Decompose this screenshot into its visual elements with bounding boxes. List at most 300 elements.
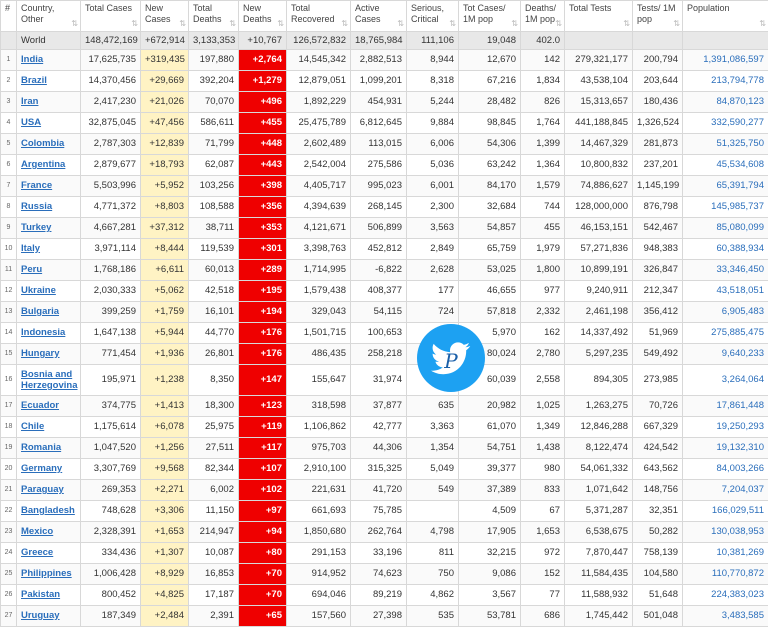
- cell-new-deaths: +356: [239, 197, 287, 218]
- cell-tests-1m: 758,139: [633, 543, 683, 564]
- table-row: [1, 176, 768, 197]
- cell-population: 130,038,953: [683, 522, 768, 543]
- column-header[interactable]: Tests/ 1M pop ⇅: [633, 1, 683, 32]
- cell-total-deaths: 197,880: [189, 50, 239, 71]
- column-header[interactable]: New Deaths ⇅: [239, 1, 287, 32]
- country-cell: [17, 113, 81, 134]
- table-body: [1, 32, 768, 627]
- country-link[interactable]: Ukraine: [21, 285, 56, 296]
- cell-new-deaths: +117: [239, 438, 287, 459]
- row-index: 8: [1, 197, 17, 218]
- cell-total-deaths: 103,256: [189, 176, 239, 197]
- cell-new-deaths: +97: [239, 501, 287, 522]
- table-row: [1, 396, 768, 417]
- table-row: [1, 344, 768, 365]
- cell-tests-1m: 273,985: [633, 365, 683, 396]
- cell-new-cases: +2,271: [141, 480, 189, 501]
- sort-icon[interactable]: ⇅: [229, 19, 236, 28]
- row-index: 17: [1, 396, 17, 417]
- cell-active: 454,931: [351, 92, 407, 113]
- cell-new-deaths: +119: [239, 417, 287, 438]
- cell-tests-1m: 948,383: [633, 239, 683, 260]
- country-link[interactable]: Germany: [21, 463, 63, 474]
- cell-tests-1m: 643,562: [633, 459, 683, 480]
- cell-serious: 2,849: [407, 239, 459, 260]
- cell-recovered: 914,952: [287, 564, 351, 585]
- row-index: 5: [1, 134, 17, 155]
- cell-serious: 5,049: [407, 459, 459, 480]
- sort-icon[interactable]: ⇅: [759, 19, 766, 28]
- table-header-row: [1, 1, 768, 32]
- cell-total-cases: 800,452: [81, 585, 141, 606]
- cell-tests-1m: 200,794: [633, 50, 683, 71]
- cell-tests-1m: 51,969: [633, 323, 683, 344]
- country-cell: [17, 501, 81, 522]
- country-link[interactable]: Peru: [21, 264, 43, 275]
- sort-icon[interactable]: ⇅: [673, 19, 680, 28]
- row-index: 27: [1, 606, 17, 627]
- cell-active: 995,023: [351, 176, 407, 197]
- country-link[interactable]: Colombia: [21, 138, 65, 149]
- cell-recovered: 694,046: [287, 585, 351, 606]
- sort-icon[interactable]: ⇅: [623, 19, 630, 28]
- cell-serious: 5,036: [407, 155, 459, 176]
- column-header[interactable]: Total Cases ⇅: [81, 1, 141, 32]
- cell-total-cases: 1,647,138: [81, 323, 141, 344]
- column-header[interactable]: Serious, Critical ⇅: [407, 1, 459, 32]
- sort-icon[interactable]: ⇅: [449, 19, 456, 28]
- cell-cases-1m: 54,751: [459, 438, 521, 459]
- cell-tests: 7,870,447: [565, 543, 633, 564]
- cell-total-cases: 334,436: [81, 543, 141, 564]
- country-link[interactable]: Indonesia: [21, 327, 66, 338]
- cell-population: 85,080,099: [683, 218, 768, 239]
- row-index: 6: [1, 155, 17, 176]
- cell-total-cases: 3,307,769: [81, 459, 141, 480]
- cell-new-cases: +6,611: [141, 260, 189, 281]
- cell-new-deaths: +353: [239, 218, 287, 239]
- country-cell: [17, 417, 81, 438]
- cell-active: 33,196: [351, 543, 407, 564]
- cell-total-cases: 374,775: [81, 396, 141, 417]
- column-header[interactable]: Deaths/ 1M pop ⇅: [521, 1, 565, 32]
- cell-deaths-1m: 1,653: [521, 522, 565, 543]
- cell-new-deaths: +443: [239, 155, 287, 176]
- cell-population: 51,325,750: [683, 134, 768, 155]
- cell-tests-1m: 104,580: [633, 564, 683, 585]
- country-cell: [17, 302, 81, 323]
- cell-serious: 2,300: [407, 197, 459, 218]
- cell-cases-1m: 80,024: [459, 344, 521, 365]
- row-index: 7: [1, 176, 17, 197]
- cell-tests-1m: 876,798: [633, 197, 683, 218]
- column-header[interactable]: #: [1, 1, 17, 32]
- cell-active: 44,306: [351, 438, 407, 459]
- table-row: [1, 501, 768, 522]
- country-cell: [17, 218, 81, 239]
- country-cell: [17, 606, 81, 627]
- row-index: 10: [1, 239, 17, 260]
- cell-new-deaths: +176: [239, 344, 287, 365]
- row-index: 9: [1, 218, 17, 239]
- cell-total-deaths: 38,711: [189, 218, 239, 239]
- country-name: World: [17, 32, 81, 50]
- cell-serious: 2,628: [407, 260, 459, 281]
- cell-recovered: 3,398,763: [287, 239, 351, 260]
- country-link[interactable]: Uruguay: [21, 610, 60, 621]
- cell-deaths-1m: 1,979: [521, 239, 565, 260]
- row-index: 22: [1, 501, 17, 522]
- cell-deaths-1m: 980: [521, 459, 565, 480]
- cell-deaths-1m: 77: [521, 585, 565, 606]
- country-cell: [17, 323, 81, 344]
- cell-total-cases: 3,971,114: [81, 239, 141, 260]
- cell-new-cases: +12,839: [141, 134, 189, 155]
- column-header[interactable]: Total Deaths ⇅: [189, 1, 239, 32]
- cell-serious: 8,318: [407, 71, 459, 92]
- cell-total-cases: 1,047,520: [81, 438, 141, 459]
- cell-new-cases: +21,026: [141, 92, 189, 113]
- cell-total-cases: 14,370,456: [81, 71, 141, 92]
- country-cell: [17, 480, 81, 501]
- cell-total-deaths: 44,770: [189, 323, 239, 344]
- cell-new-deaths: +2,764: [239, 50, 287, 71]
- cell-active: 100,653: [351, 323, 407, 344]
- cell-new-deaths: +448: [239, 134, 287, 155]
- cell-tests-1m: 237,201: [633, 155, 683, 176]
- country-cell: [17, 396, 81, 417]
- cell-total-deaths: 11,150: [189, 501, 239, 522]
- cell-new-deaths: +107: [239, 459, 287, 480]
- cell-active: 75,785: [351, 501, 407, 522]
- column-header[interactable]: Country, Other ⇅: [17, 1, 81, 32]
- sort-icon[interactable]: ⇅: [131, 19, 138, 28]
- cell-total-cases: 1,175,614: [81, 417, 141, 438]
- column-header[interactable]: Total Tests ⇅: [565, 1, 633, 32]
- cell-total-cases: 4,667,281: [81, 218, 141, 239]
- cell-cases-1m: 4,509: [459, 501, 521, 522]
- cell-serious: 3,563: [407, 218, 459, 239]
- cell-tests-1m: 70,726: [633, 396, 683, 417]
- cell-recovered: 1,850,680: [287, 522, 351, 543]
- country-cell: [17, 344, 81, 365]
- cell-cases-1m: 67,216: [459, 71, 521, 92]
- row-index: 19: [1, 438, 17, 459]
- cell-new-cases: +9,568: [141, 459, 189, 480]
- cell-tests: 12,846,288: [565, 417, 633, 438]
- cell-active: 18,765,984: [351, 32, 407, 50]
- table-row: [1, 564, 768, 585]
- cell-new-deaths: +1,279: [239, 71, 287, 92]
- cell-new-cases: +8,929: [141, 564, 189, 585]
- country-link[interactable]: Philippines: [21, 568, 72, 579]
- cell-cases-1m: 20,982: [459, 396, 521, 417]
- cell-active: 315,325: [351, 459, 407, 480]
- column-header[interactable]: Population ⇅: [683, 1, 768, 32]
- cell-active: 37,877: [351, 396, 407, 417]
- cell-new-deaths: +65: [239, 606, 287, 627]
- cell-new-cases: +6,078: [141, 417, 189, 438]
- country-link[interactable]: Chile: [21, 421, 45, 432]
- cell-tests: 43,538,104: [565, 71, 633, 92]
- cell-population: 84,870,123: [683, 92, 768, 113]
- country-link[interactable]: Pakistan: [21, 589, 61, 600]
- cell-deaths-1m: 1,364: [521, 155, 565, 176]
- country-link[interactable]: Ecuador: [21, 400, 60, 411]
- country-cell: [17, 585, 81, 606]
- cell-cases-1m: 63,242: [459, 155, 521, 176]
- table-row: [1, 155, 768, 176]
- country-link[interactable]: USA: [21, 117, 42, 128]
- cell-recovered: 661,693: [287, 501, 351, 522]
- cell-tests: 15,313,657: [565, 92, 633, 113]
- cell-active: 74,623: [351, 564, 407, 585]
- cell-new-cases: +1,936: [141, 344, 189, 365]
- cell-new-deaths: +102: [239, 480, 287, 501]
- column-header[interactable]: Active Cases ⇅: [351, 1, 407, 32]
- country-cell: [17, 197, 81, 218]
- sort-icon[interactable]: ⇅: [277, 19, 284, 28]
- sort-icon[interactable]: ⇅: [397, 19, 404, 28]
- row-index: 24: [1, 543, 17, 564]
- cell-population: 224,383,023: [683, 585, 768, 606]
- country-link[interactable]: Russia: [21, 201, 53, 212]
- country-link[interactable]: Bosnia and Herzegovina: [21, 369, 78, 391]
- cell-total-cases: 1,006,428: [81, 564, 141, 585]
- column-header[interactable]: Tot Cases/ 1M pop ⇅: [459, 1, 521, 32]
- cell-tests-1m: 1,145,199: [633, 176, 683, 197]
- country-cell: [17, 134, 81, 155]
- country-cell: [17, 438, 81, 459]
- column-header[interactable]: Total Recovered ⇅: [287, 1, 351, 32]
- cell-serious: 4,862: [407, 585, 459, 606]
- cell-recovered: 318,598: [287, 396, 351, 417]
- cell-tests: 5,371,287: [565, 501, 633, 522]
- cell-recovered: 221,631: [287, 480, 351, 501]
- cell-population: 7,204,037: [683, 480, 768, 501]
- table-row: [1, 197, 768, 218]
- table-row: [1, 302, 768, 323]
- twitter-bird-icon: [412, 322, 490, 394]
- svg-text:P: P: [444, 349, 458, 373]
- cell-serious: 9,884: [407, 113, 459, 134]
- cell-deaths-1m: 1,025: [521, 396, 565, 417]
- column-header[interactable]: New Cases ⇅: [141, 1, 189, 32]
- cell-new-cases: +47,456: [141, 113, 189, 134]
- sort-icon[interactable]: ⇅: [71, 19, 78, 28]
- row-index: 26: [1, 585, 17, 606]
- row-index: 2: [1, 71, 17, 92]
- country-link[interactable]: Iran: [21, 96, 39, 107]
- country-cell: [17, 543, 81, 564]
- cell-population: 6,905,483: [683, 302, 768, 323]
- table-row: [1, 92, 768, 113]
- cell-new-deaths: +398: [239, 176, 287, 197]
- cell-total-cases: 269,353: [81, 480, 141, 501]
- cell-tests-1m: 326,847: [633, 260, 683, 281]
- cell-new-deaths: +70: [239, 564, 287, 585]
- cell-serious: 535: [407, 606, 459, 627]
- cell-cases-1m: 39,377: [459, 459, 521, 480]
- cell-new-cases: +5,952: [141, 176, 189, 197]
- cell-tests-1m: 356,412: [633, 302, 683, 323]
- country-link[interactable]: Italy: [21, 243, 41, 254]
- cell-population: 275,885,475: [683, 323, 768, 344]
- cell-new-cases: +5,062: [141, 281, 189, 302]
- cell-tests-1m: 203,644: [633, 71, 683, 92]
- cell-population: 60,388,934: [683, 239, 768, 260]
- cell-deaths-1m: 162: [521, 323, 565, 344]
- country-link[interactable]: India: [21, 54, 44, 65]
- cell-tests-1m: [633, 32, 683, 50]
- cell-deaths-1m: 826: [521, 92, 565, 113]
- cell-total-cases: 195,971: [81, 365, 141, 396]
- country-link[interactable]: Paraguay: [21, 484, 64, 495]
- cell-new-deaths: +194: [239, 302, 287, 323]
- world-row: [1, 32, 768, 50]
- cell-population: 145,985,737: [683, 197, 768, 218]
- country-cell: [17, 564, 81, 585]
- cell-serious: 4,798: [407, 522, 459, 543]
- cell-tests-1m: 424,542: [633, 438, 683, 459]
- cell-active: 408,377: [351, 281, 407, 302]
- cell-cases-1m: 54,306: [459, 134, 521, 155]
- cell-total-deaths: 3,133,353: [189, 32, 239, 50]
- cell-recovered: 486,435: [287, 344, 351, 365]
- country-link[interactable]: France: [21, 180, 53, 191]
- country-link[interactable]: Bulgaria: [21, 306, 60, 317]
- cell-cases-1m: 57,818: [459, 302, 521, 323]
- row-index: 25: [1, 564, 17, 585]
- table-row: [1, 522, 768, 543]
- cell-tests: 74,886,627: [565, 176, 633, 197]
- cell-new-deaths: +496: [239, 92, 287, 113]
- sort-icon[interactable]: ⇅: [341, 19, 348, 28]
- cell-active: 1,099,201: [351, 71, 407, 92]
- country-link[interactable]: Mexico: [21, 526, 54, 537]
- cell-tests: 14,467,329: [565, 134, 633, 155]
- country-link[interactable]: Brazil: [21, 75, 47, 86]
- table-row: [1, 459, 768, 480]
- cell-serious: 111,106: [407, 32, 459, 50]
- cell-new-cases: +319,435: [141, 50, 189, 71]
- cell-tests-1m: 51,648: [633, 585, 683, 606]
- cell-total-cases: 2,787,303: [81, 134, 141, 155]
- cell-new-deaths: +289: [239, 260, 287, 281]
- cell-active: 27,398: [351, 606, 407, 627]
- cell-serious: 8,944: [407, 50, 459, 71]
- country-cell: [17, 281, 81, 302]
- cell-total-deaths: 42,518: [189, 281, 239, 302]
- cell-deaths-1m: 1,399: [521, 134, 565, 155]
- cell-cases-1m: 12,670: [459, 50, 521, 71]
- cell-deaths-1m: 455: [521, 218, 565, 239]
- cell-cases-1m: 17,905: [459, 522, 521, 543]
- cell-new-deaths: +301: [239, 239, 287, 260]
- cell-new-cases: +29,669: [141, 71, 189, 92]
- country-link[interactable]: Bangladesh: [21, 505, 75, 516]
- cell-new-cases: +4,825: [141, 585, 189, 606]
- cell-active: 6,812,645: [351, 113, 407, 134]
- cell-new-cases: +37,312: [141, 218, 189, 239]
- cell-cases-1m: 54,857: [459, 218, 521, 239]
- cell-serious: 177: [407, 281, 459, 302]
- table-row: [1, 281, 768, 302]
- country-link[interactable]: Greece: [21, 547, 54, 558]
- cell-tests: 1,071,642: [565, 480, 633, 501]
- cell-serious: [407, 501, 459, 522]
- cell-deaths-1m: 1,800: [521, 260, 565, 281]
- cell-new-cases: +1,413: [141, 396, 189, 417]
- cell-recovered: 2,602,489: [287, 134, 351, 155]
- cell-new-cases: +18,793: [141, 155, 189, 176]
- cell-new-deaths: +123: [239, 396, 287, 417]
- country-link[interactable]: Argentina: [21, 159, 66, 170]
- cell-new-deaths: +176: [239, 323, 287, 344]
- cell-new-deaths: +147: [239, 365, 287, 396]
- cell-tests: 1,263,275: [565, 396, 633, 417]
- cell-recovered: 2,910,100: [287, 459, 351, 480]
- sort-icon[interactable]: ⇅: [179, 19, 186, 28]
- cell-population: 17,861,448: [683, 396, 768, 417]
- table-row: [1, 543, 768, 564]
- cell-population: 3,483,585: [683, 606, 768, 627]
- table-row: [1, 239, 768, 260]
- table-row: [1, 365, 768, 396]
- cell-cases-1m: 46,655: [459, 281, 521, 302]
- cell-tests-1m: 549,492: [633, 344, 683, 365]
- cell-population: 9,640,233: [683, 344, 768, 365]
- cell-recovered: 25,475,789: [287, 113, 351, 134]
- sort-icon[interactable]: ⇅: [511, 19, 518, 28]
- cell-deaths-1m: 152: [521, 564, 565, 585]
- cell-tests-1m: 667,329: [633, 417, 683, 438]
- sort-icon[interactable]: ⇅: [555, 19, 562, 28]
- cell-population: 43,518,051: [683, 281, 768, 302]
- country-cell: [17, 459, 81, 480]
- cell-recovered: 1,579,438: [287, 281, 351, 302]
- country-cell: [17, 155, 81, 176]
- cell-recovered: 2,542,004: [287, 155, 351, 176]
- cell-deaths-1m: 142: [521, 50, 565, 71]
- cell-total-deaths: 586,611: [189, 113, 239, 134]
- cell-total-deaths: 2,391: [189, 606, 239, 627]
- cell-deaths-1m: 833: [521, 480, 565, 501]
- cell-recovered: 329,043: [287, 302, 351, 323]
- cell-new-cases: +1,759: [141, 302, 189, 323]
- cell-tests: 14,337,492: [565, 323, 633, 344]
- cell-active: 258,218: [351, 344, 407, 365]
- cell-recovered: 4,394,639: [287, 197, 351, 218]
- table-row: [1, 323, 768, 344]
- cell-recovered: 157,560: [287, 606, 351, 627]
- cell-serious: 3,363: [407, 417, 459, 438]
- cell-active: -6,822: [351, 260, 407, 281]
- cell-total-cases: 1,768,186: [81, 260, 141, 281]
- cell-cases-1m: 19,048: [459, 32, 521, 50]
- cell-total-deaths: 25,975: [189, 417, 239, 438]
- country-link[interactable]: Romania: [21, 442, 62, 453]
- cell-total-cases: 399,259: [81, 302, 141, 323]
- country-link[interactable]: Hungary: [21, 348, 60, 359]
- table-row: [1, 50, 768, 71]
- cell-active: 54,115: [351, 302, 407, 323]
- cell-active: 42,777: [351, 417, 407, 438]
- cell-recovered: 4,405,717: [287, 176, 351, 197]
- country-link[interactable]: Turkey: [21, 222, 52, 233]
- row-index: 23: [1, 522, 17, 543]
- row-index: 12: [1, 281, 17, 302]
